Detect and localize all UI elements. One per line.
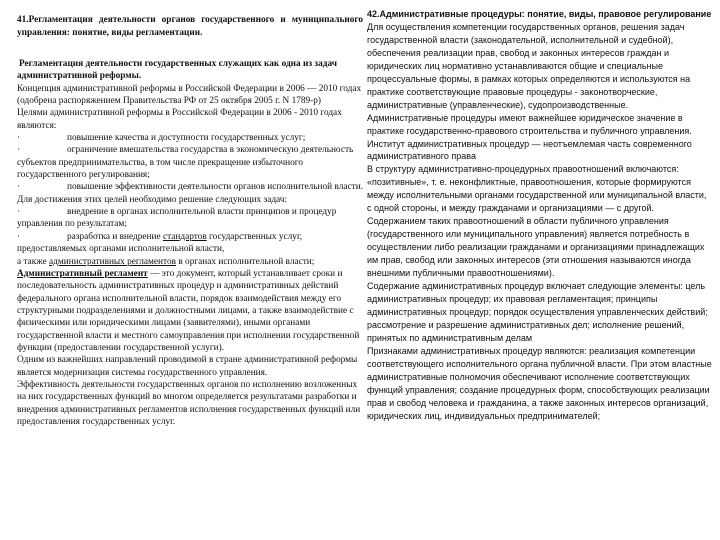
standards-link[interactable]: стандартов xyxy=(162,231,207,242)
bullet-mark: · xyxy=(17,182,21,193)
regulation-definition-text: — это документ, который устанавливает сроки и последовательность административных процедур и административных действий федерального органа исполнительной власти, порядок взаимодействия между его структурными подразделениями и должностными лицами, а также взаимодействие с физическими или юридическими лицами (заявителями), иными органами государственной власти и местного самоуправления при исполнении государственной функции (предоставлении государственной услуги). xyxy=(17,268,360,353)
right-column xyxy=(367,8,713,534)
question-41-heading: 41.Регламентация деятельности органов государственного и муниципального управления: понятие, виды регламентации. xyxy=(17,15,363,38)
left-column xyxy=(17,8,363,534)
procedures-paragraph-1: Для осуществления компетенции государственных органов, решения задач государственной власти (законодательной, исполнительной и судебной), обеспечения реализации прав, свобод и законных интересов граждан и юридических лиц нормативно устанавливаются общие и специальные процессуальные формы, в рамках которых определяются и используются на практике соответствующие правовые процедуры - законотворческие, административные (управленческие), судопроизводственные. xyxy=(367,21,691,110)
bullet-mark: · xyxy=(17,133,21,144)
bullet-mark: · xyxy=(17,145,21,156)
procedures-paragraph-5: Признаками административных процедур являются: реализация компетенции соответствующего исполнительного органа публичной власти. При этом властные административные полномочия обеспечивают исполнение соответствующих функций управления; создание процедурных форм, способствующих реализации прав и свобод человека и гражданина, а также законных интересов организаций, юридических лиц, индивидуальных предпринимателей; xyxy=(367,345,712,421)
goal-text: повышение эффективности деятельности органов исполнительной власти. xyxy=(67,182,363,193)
question-42-heading: 42.Административные процедуры: понятие, виды, правовое регулирование xyxy=(367,9,712,19)
task-text: разработка и внедрение xyxy=(67,231,163,242)
goal-text: ограничение вмешательства государства в экономическую деятельность субъектов предпринимательства, в том числе прекращение избыточного государственного регулирования; xyxy=(17,145,354,181)
concept-intro: Концепция административной реформы в Российской Федерации в 2006 — 2010 годах (одобрена распоряжением Правительства РФ от 25 октября 2005 г. N 1789-р) xyxy=(17,83,362,107)
reform-paragraph: Одним из важнейших направлений проводимой в стране административной реформы является модернизация системы государственного управления. xyxy=(17,355,358,378)
tasks-intro: Для достижения этих целей необходимо решение следующих задач: xyxy=(17,194,288,205)
question-41-subheading: Регламентация деятельности государственных служащих как одна из задач административной реформы. xyxy=(17,59,337,82)
goal-text: повышение качества и доступности государственных услуг; xyxy=(67,133,306,144)
goal-item xyxy=(17,144,363,181)
task-text: государственных услуг, предоставляемых органами исполнительной власти, xyxy=(17,231,303,255)
task-item xyxy=(17,206,363,231)
regulations-line xyxy=(17,256,363,268)
procedures-paragraph-3: В структуру административно-процедурных правоотношений включаются: «позитивные», т. е. неконфликтные, правоотношения, которые формируются между исполнительными органами государственной или муниципальной власти, с одной стороны, и между гражданами и организациями — с другой. Содержанием таких правоотношений в области публичного управления (государственного или муниципального управления) является потребность в осуществлении либо реализации гражданами и организациями принадлежащих им прав, свобод или законных интересов (эти отношения называются иногда внешними публичными правоотношениями). xyxy=(367,164,707,279)
bullet-mark: · xyxy=(17,231,21,242)
task-item xyxy=(17,231,363,256)
goal-item xyxy=(17,181,363,193)
regulation-term-link[interactable]: Административный регламент xyxy=(17,268,148,279)
regulations-pre: а также xyxy=(17,256,50,267)
regulation-definition xyxy=(17,268,363,354)
procedures-paragraph-4: Содержание административных процедур включает следующие элементы: цель административных процедур; их правовая регламентация; принципы административных процедур; порядок осуществления управленческих действий; рассмотрение и разрешение административных дел; исполнение решений, принятых по административным делам xyxy=(367,281,708,343)
regulations-link[interactable]: административных регламентов xyxy=(49,256,177,267)
goal-item xyxy=(17,132,363,144)
bullet-mark: · xyxy=(17,207,21,218)
task-text: внедрение в органах исполнительной власти принципов и процедур управления по результатам; xyxy=(17,207,337,230)
procedures-paragraph-2: Административные процедуры имеют важнейшее юридическое значение в практике государственно-правового строительства и публичного управления. Институт административных процедур — неотъемлемая часть современного административного права xyxy=(367,112,692,162)
goals-intro: Целями административной реформы в Российской Федерации в 2006 - 2010 годах являются: xyxy=(17,108,342,131)
regulations-post: в органах исполнительной власти; xyxy=(176,256,315,267)
efficiency-paragraph: Эффективность деятельности государственных органов по исполнению возложенных на них государственных функций во многом определяется результатами разработки и внедрения административных регламентов исполнения государственных функций или предоставления государственных услуг. xyxy=(17,379,361,427)
